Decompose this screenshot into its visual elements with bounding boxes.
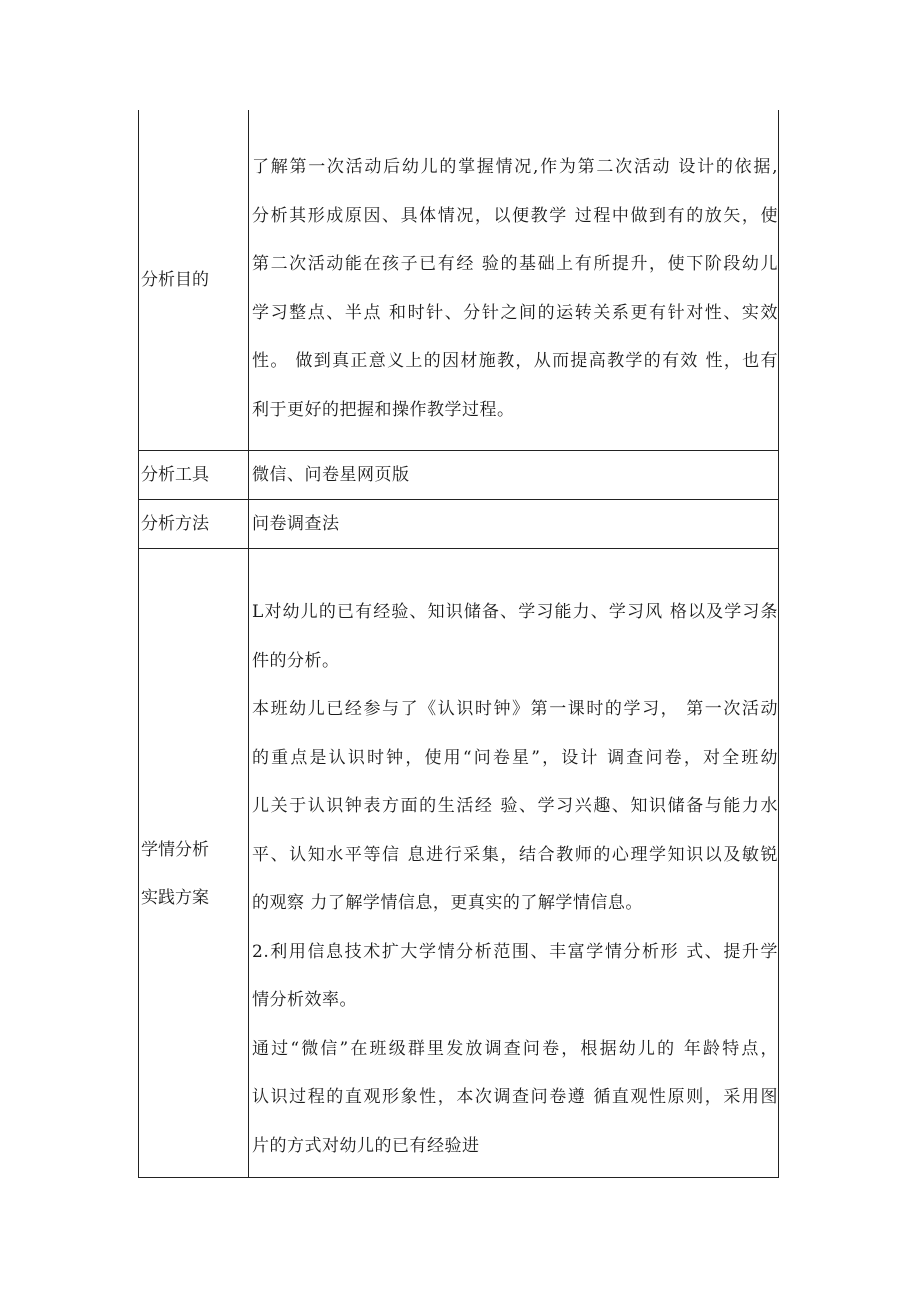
row-content-analysis-purpose	[250, 143, 778, 434]
paragraph-line: 分析其形成原因、具体情况，以便教学 过程中做到有的放矢，使	[252, 205, 778, 226]
right-border	[778, 110, 779, 1178]
paragraph-line: 性。 做到真正意义上的因材施教，从而提高教学的有效 性，也有	[252, 351, 778, 371]
bottom-border	[138, 1177, 779, 1178]
paragraph-line: 件的分析。	[252, 650, 340, 671]
paragraph-line: L对幼儿的已有经验、知识储备、学习能力、学习风 格以及学习条	[252, 602, 778, 622]
row-content-analysis-method	[250, 500, 778, 548]
paragraph-line: 学习整点、半点 和时针、分针之间的运转关系更有针对性、实效	[252, 302, 778, 323]
paragraph-line: 儿关于认识钟表方面的生活经 验、学习兴趣、知识储备与能力水	[252, 796, 778, 816]
paragraph-line: 问卷调查法	[252, 514, 340, 534]
label-text: 分析方法	[141, 514, 209, 534]
paragraph-line: 利于更好的把握和操作教学过程。	[252, 399, 515, 420]
label-text: 实践方案	[141, 888, 209, 908]
paragraph-line: 通过“微信”在班级群里发放调查问卷，根据幼儿的 年龄特点，	[252, 1038, 778, 1059]
paragraph-line: 了解第一次活动后幼儿的掌握情况,作为第二次活动 设计的依据,	[252, 157, 778, 177]
paragraph-line: 本班幼儿已经参与了《认识时钟》第一课时的学习， 第一次活动	[252, 699, 778, 719]
paragraph-line: 认识过程的直观形象性，本次调查问卷遵 循直观性原则，采用图	[252, 1087, 778, 1107]
paragraph-line: 情分析效率。	[252, 990, 357, 1010]
label-text: 学情分析	[141, 840, 209, 860]
paragraph-line: 平、认知水平等信 息进行采集，结合教师的心理学知识以及敏锐	[252, 844, 778, 865]
label-text: 分析工具	[141, 465, 209, 485]
row-label-analysis-method	[139, 511, 247, 537]
paragraph-line: 2.利用信息技术扩大学情分析范围、丰富学情分析形 式、提升学	[252, 941, 778, 962]
row-label-analysis-purpose	[139, 267, 247, 293]
paragraph-line: 的观察 力了解学情信息，更真实的了解学情信息。	[252, 893, 643, 913]
label-text: 分析目的	[141, 270, 209, 290]
paragraph-line: 微信、问卷星网页版	[252, 465, 410, 485]
paragraph-line: 片的方式对幼儿的已有经验进	[252, 1135, 480, 1156]
row-content-analysis-tools	[250, 451, 778, 499]
row-content-practice-plan	[250, 588, 778, 1170]
paragraph-line: 的重点是认识时钟，使用“问卷星”，设计 调查问卷，对全班幼	[252, 747, 778, 768]
row-label-analysis-tools	[139, 462, 247, 488]
paragraph-line: 第二次活动能在孩子已有经 验的基础上有所提升，使下阶段幼儿	[252, 254, 778, 274]
row-label-practice-plan	[139, 826, 247, 922]
row-divider-3	[138, 548, 779, 549]
column-divider	[248, 110, 249, 1178]
